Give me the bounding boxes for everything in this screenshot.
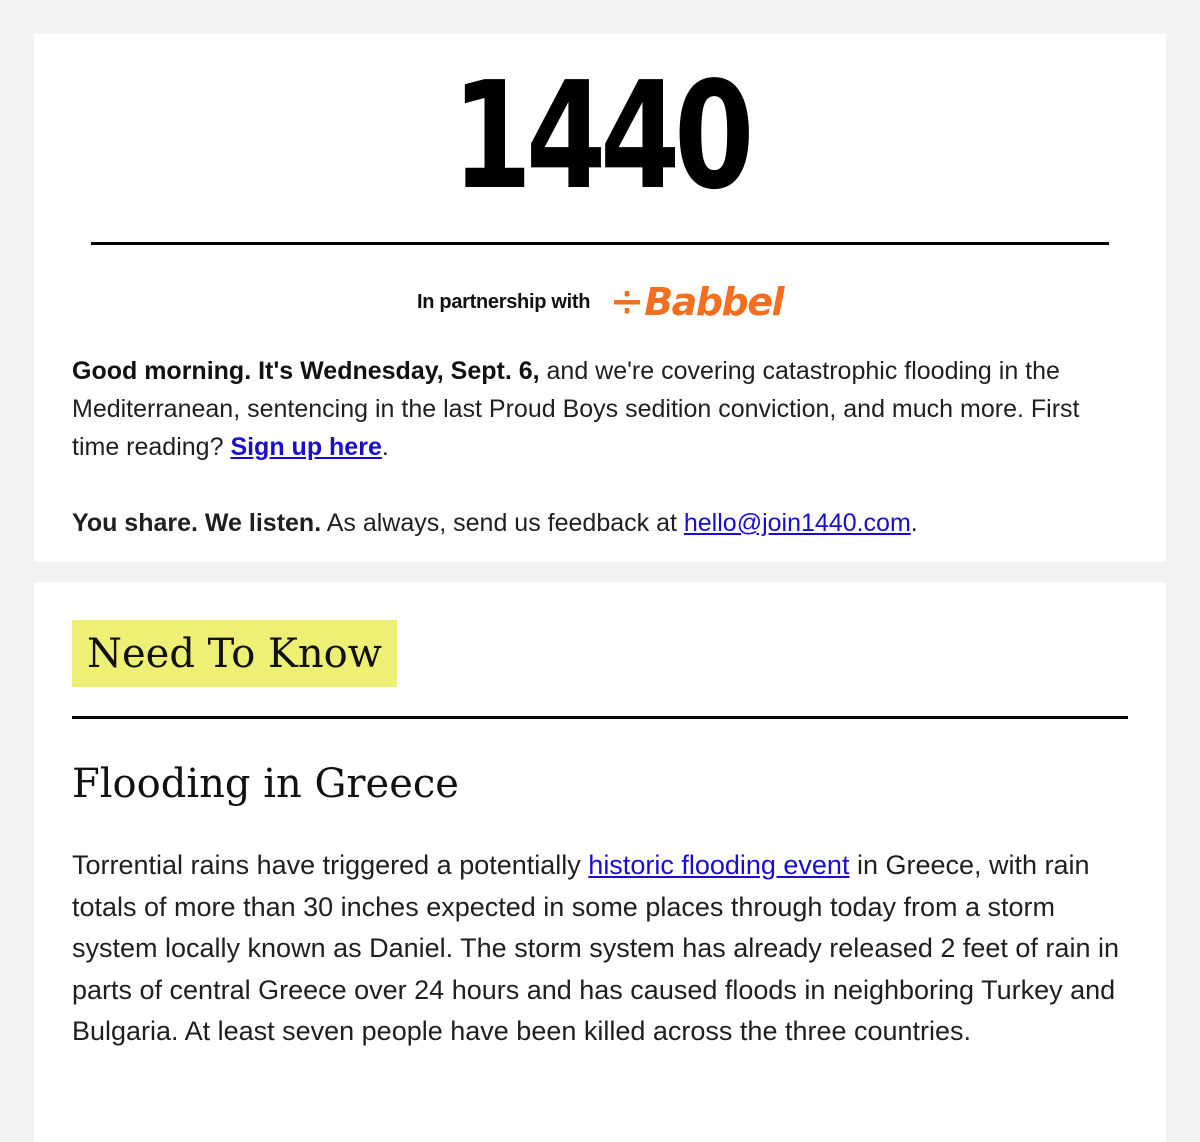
intro-greeting: Good morning. It's Wednesday, Sept. 6, [72,357,540,385]
feedback-paragraph [72,504,1132,542]
article-body-start: Torrential rains have triggered a potentially [72,850,589,880]
intro-paragraph [72,352,1132,466]
news-card [34,582,1166,1142]
partnership-banner[interactable] [34,280,1166,324]
historic-flooding-link[interactable]: historic flooding event [588,850,850,880]
babbel-plus-icon [612,287,642,317]
feedback-heading: You share. We listen. [72,509,322,537]
feedback-period: . [910,509,918,537]
intro-summary: and we're covering catastrophic flooding in the Mediterranean, sentencing in the last Proud Boys sedition conviction, and much more. First time reading? [72,357,1080,461]
feedback-text: As always, send us feedback at [321,509,684,537]
signup-link[interactable]: Sign up here [230,433,382,461]
header-divider [91,242,1109,245]
article-headline: Flooding in Greece [72,761,459,807]
section-badge: Need To Know [72,620,397,687]
intro-period: . [381,433,389,461]
babbel-logo[interactable] [612,280,783,324]
article-body-rest: in Greece, with rain totals of more than 30 inches expected in some places through today from a storm system locally known as Daniel. The storm system has already released 2 feet of rain in parts of central Greece over 24 hours and has caused floods in neighboring Turkey and Bulgaria. At least seven people have been killed across the three countries. [72,850,1119,1046]
partnership-label: In partnership with [416,290,591,313]
section-divider [72,716,1128,719]
newsletter-logo: 1440 [451,50,749,222]
header-card [34,34,1166,562]
feedback-email-link[interactable]: hello@join1440.com [683,509,911,537]
article-body [72,845,1122,1053]
babbel-wordmark: Babbel [644,280,783,324]
